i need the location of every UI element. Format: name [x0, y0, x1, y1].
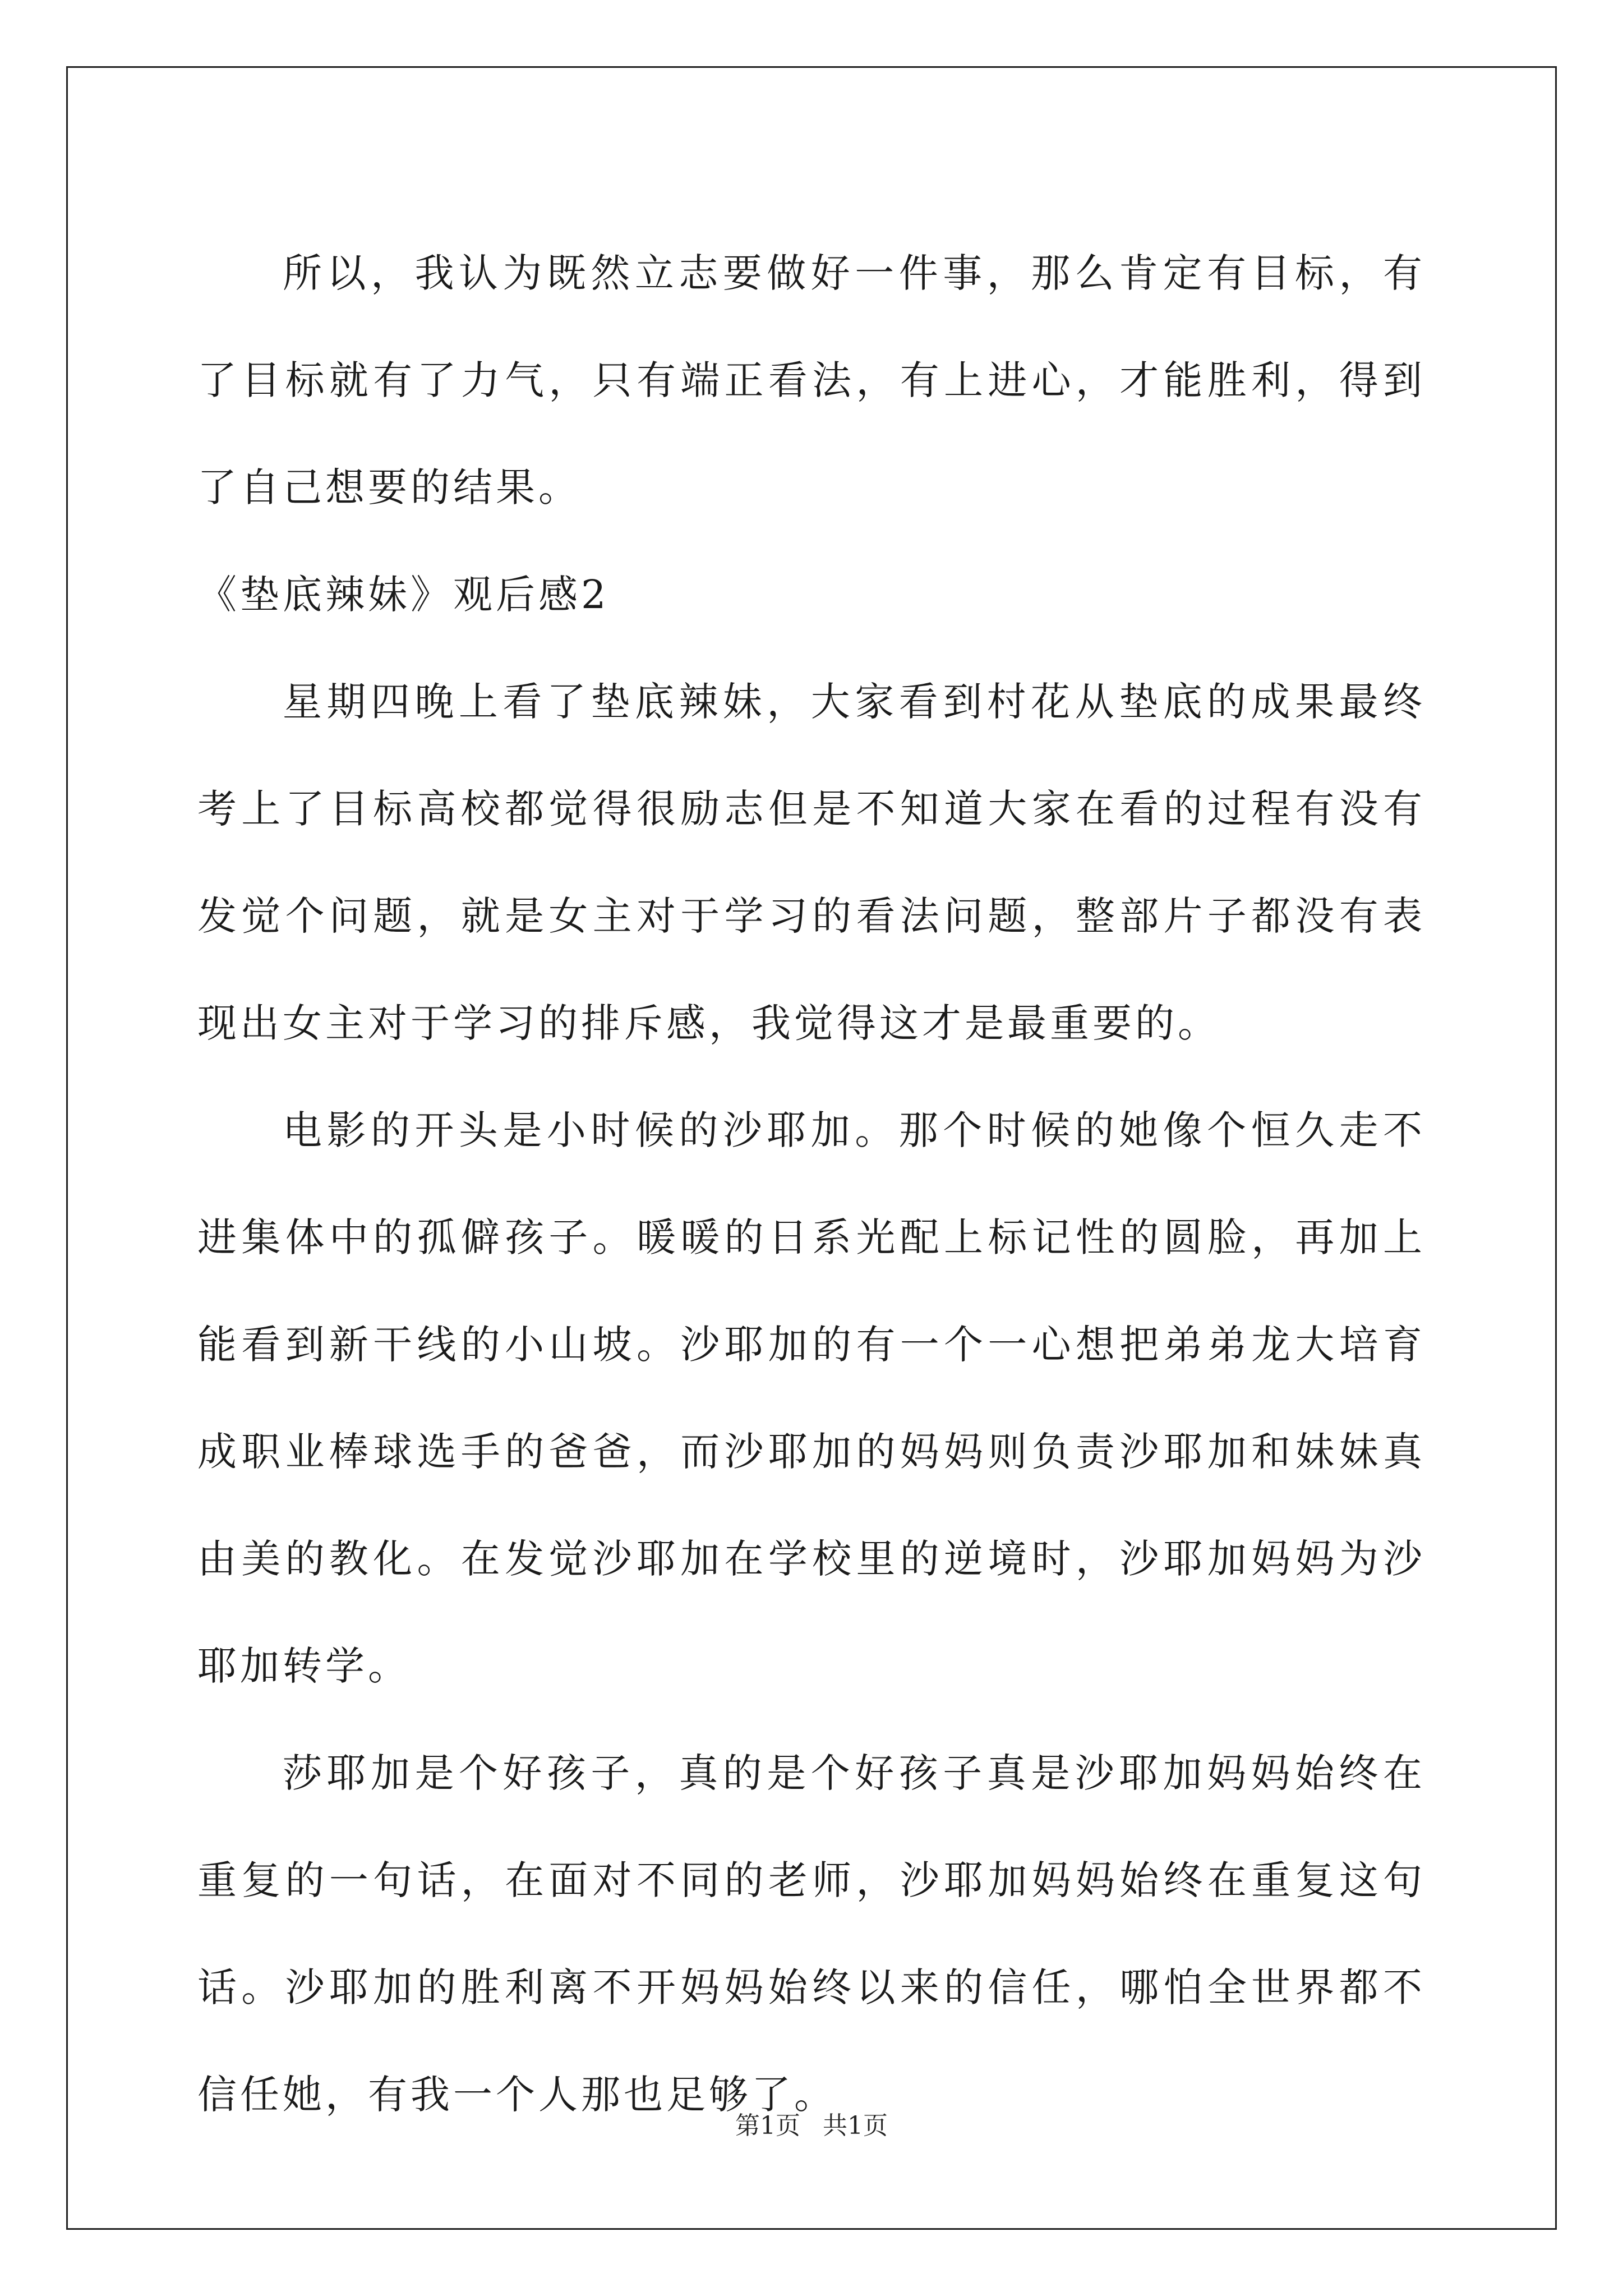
- document-body: [197, 220, 1426, 2148]
- paragraph-opening-scene: 电影的开头是小时候的沙耶加。那个时候的她像个恒久走不进集体中的孤僻孩子。暖暖的日系光配上标记性的圆脸，再加上能看到新干线的小山坡。沙耶加的有一个一心想把弟弟龙大培育成职业棒球选手的爸爸，而沙耶加的妈妈则负责沙耶加和妹妹真由美的教化。在发觉沙耶加在学校里的逆境时，沙耶加妈妈为沙耶加转学。: [197, 1107, 1426, 1689]
- page-footer: [0, 2109, 1623, 2143]
- paragraph-intro: 星期四晚上看了垫底辣妹，大家看到村花从垫底的成果最终考上了目标高校都觉得很励志但是不知道大家在看的过程有没有发觉个问题，就是女主对于学习的看法问题，整部片子都没有表现出女主对于学习的排斥感，我觉得这才是最重要的。: [197, 679, 1426, 1046]
- page-number-total: 共1页: [823, 2111, 888, 2140]
- page-number-current: 第1页: [735, 2111, 800, 2140]
- paragraph-mother-trust: 莎耶加是个好孩子，真的是个好孩子真是沙耶加妈妈始终在重复的一句话，在面对不同的老师，沙耶加妈妈始终在重复这句话。沙耶加的胜利离不开妈妈始终以来的信任，哪怕全世界都不信任她，有我一个人那也足够了。: [197, 1750, 1426, 2118]
- paragraph-conclusion: 所以，我认为既然立志要做好一件事，那么肯定有目标，有了目标就有了力气，只有端正看法，有上进心，才能胜利，得到了自己想要的结果。: [197, 250, 1426, 510]
- section-heading: 《垫底辣妹》观后感2: [197, 572, 610, 618]
